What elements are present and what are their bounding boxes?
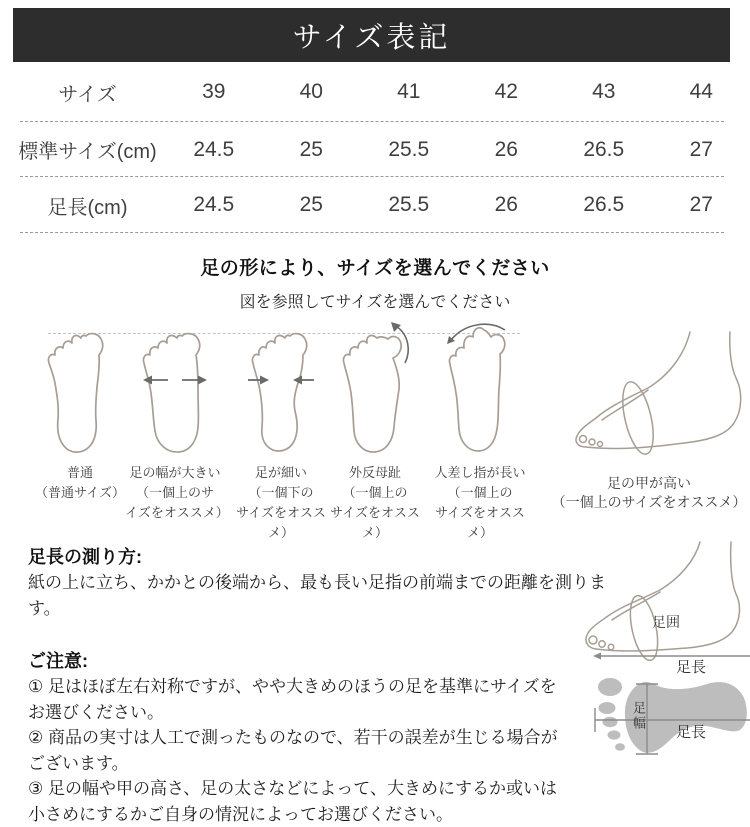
guide-heading: 足の形により、サイズを選んでください	[0, 253, 750, 280]
caption-line: （普通サイズ）	[30, 483, 130, 503]
foot-figure-wide	[125, 321, 225, 523]
footprint-measure-diagram-icon	[580, 674, 750, 764]
cm-value: 26	[458, 138, 556, 162]
foot-figure-bunion	[325, 321, 425, 543]
caption-line: （一個上のサ	[125, 483, 225, 503]
foot-type-caption	[548, 474, 750, 512]
table-row-foot-length	[0, 177, 750, 233]
caption-line: （一個上の	[430, 483, 530, 503]
caption-line: （一個上のサイズをオススメ）	[548, 493, 750, 512]
caption-line: 足の幅が大きい	[125, 463, 225, 483]
cm-value: 27	[653, 138, 750, 162]
measuring-text: 紙の上に立ち、かかとの後端から、最も長い足指の前端までの距離を測ります。	[28, 570, 628, 621]
length-measure-line	[593, 653, 750, 660]
cm-value: 26.5	[555, 193, 653, 217]
cm-value: 25.5	[360, 193, 458, 217]
foot-type-caption	[125, 463, 225, 523]
cm-value: 25.5	[360, 138, 458, 162]
cm-value: 27	[653, 193, 750, 217]
instructions-text-block	[28, 544, 628, 827]
foot-figure-normal	[30, 321, 130, 503]
foot-figure-narrow	[231, 321, 331, 543]
table-row-size	[0, 62, 750, 122]
cm-value: 26.5	[555, 138, 653, 162]
notice-line: ② 商品の実寸は人工で測ったものなので、若干の誤差が生じる場合が	[28, 725, 628, 751]
normal-foot-outline-icon	[45, 321, 115, 455]
row-label: 足長(cm)	[10, 191, 165, 220]
size-value: 40	[263, 80, 361, 104]
notice-line: ③ 足の幅や甲の高さ、足の太さなどによって、大きめにするか或いは	[28, 776, 628, 802]
row-label: 標準サイズ(cm)	[10, 135, 165, 164]
page-title: サイズ表記	[293, 15, 451, 56]
caption-line: 人差し指が長い	[430, 463, 530, 483]
foot-girth-label: 足囲	[652, 612, 680, 632]
caption-line: サイズをオススメ）	[430, 503, 530, 543]
foot-figure-high-instep	[548, 330, 750, 512]
notice-line: ① 足はほぼ左右対称ですが、やや大きめのほうの足を基準にサイズを	[28, 674, 628, 700]
instep-measure-loop	[617, 379, 659, 457]
caption-line: 外反母趾	[325, 463, 425, 483]
caption-line: （一個下の	[231, 483, 331, 503]
header-bar	[13, 8, 730, 62]
caption-line: 普通	[30, 463, 130, 483]
size-value: 42	[458, 80, 556, 104]
foot-type-caption	[231, 463, 331, 543]
cm-value: 26	[458, 193, 556, 217]
size-value: 39	[165, 80, 263, 104]
guide-subheading: 図を参照してサイズを選んでください	[0, 289, 750, 312]
size-value: 43	[555, 80, 653, 104]
caption-line: サイズをオススメ）	[325, 503, 425, 543]
table-row-standard-size	[0, 122, 750, 177]
foot-length-label-print: 足長	[676, 721, 706, 742]
foot-figure-long-toe	[430, 321, 530, 543]
narrow-foot-outline-icon	[246, 321, 316, 455]
foot-type-caption	[430, 463, 530, 543]
long-toe-foot-outline-icon	[445, 321, 515, 455]
row-label: サイズ	[10, 78, 165, 107]
bunion-foot-outline-icon	[339, 321, 411, 455]
size-table	[0, 62, 750, 233]
cm-value: 25	[263, 193, 361, 217]
high-instep-side-foot-icon	[552, 330, 747, 462]
caption-line: （一個上の	[325, 483, 425, 503]
caption-line: イズをオススメ）	[125, 503, 225, 523]
cm-value: 25	[263, 138, 361, 162]
foot-width-label: 足幅	[629, 701, 648, 731]
caption-line: サイズをオススメ）	[231, 503, 331, 543]
notice-line: お選びください。	[28, 700, 628, 726]
foot-type-caption	[30, 463, 130, 503]
foot-length-label-side: 足長	[676, 656, 706, 677]
notice-line: 小さめにするかご自身の情況によってお選びください。	[28, 802, 628, 827]
caption-line: 足が細い	[231, 463, 331, 483]
side-foot-measure-diagram-icon	[552, 540, 750, 665]
cm-value: 24.5	[165, 193, 263, 217]
notice-title: ご注意:	[28, 648, 628, 674]
measuring-title: 足長の測り方:	[28, 544, 628, 570]
notice-line: ございます。	[28, 751, 628, 777]
size-value: 44	[653, 80, 750, 104]
foot-type-caption	[325, 463, 425, 543]
size-value: 41	[360, 80, 458, 104]
wide-foot-outline-icon	[140, 321, 210, 455]
foot-shape-guide-section	[0, 320, 750, 538]
caption-line: 足の甲が高い	[548, 474, 750, 493]
cm-value: 24.5	[165, 138, 263, 162]
